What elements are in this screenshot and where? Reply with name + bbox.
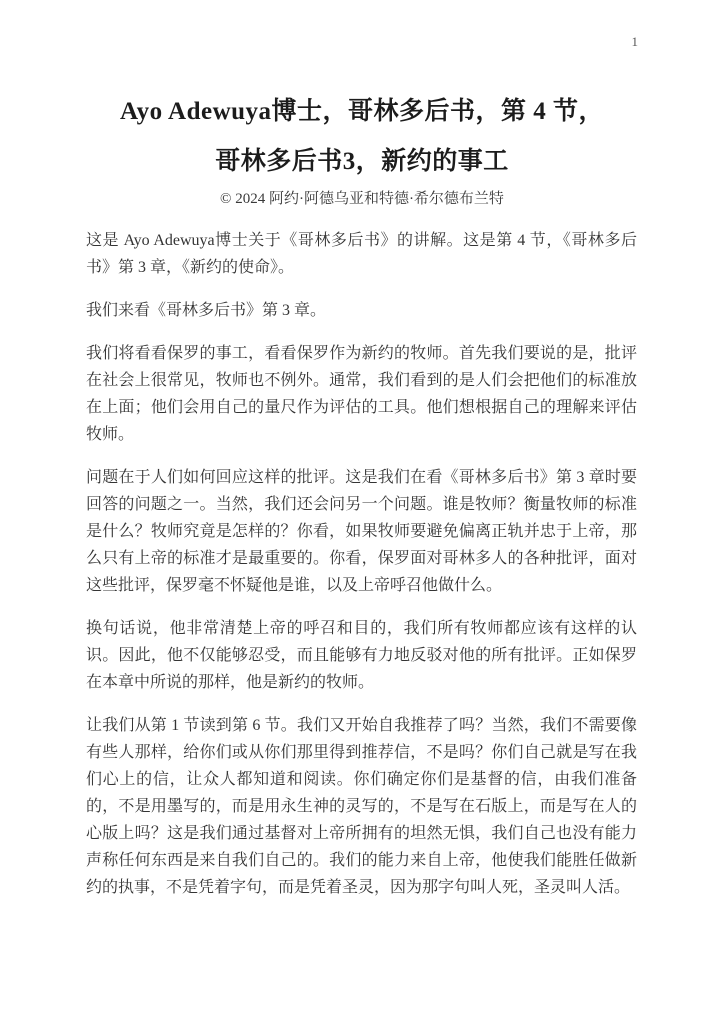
document-body	[0, 227, 724, 901]
paragraph-response: 问题在于人们如何回应这样的批评。这是我们在看《哥林多后书》第 3 章时要回答的问题之一。当然，我们还会问另一个问题。谁是牧师？衡量牧师的标准是什么？牧师究竟是怎样的？你看，如果牧师要避免偏离正轨并忠于上帝，那么只有上帝的标准才是最重要的。你看，保罗面对哥林多人的各种批评，面对这些批评，保罗毫不怀疑他是谁，以及上帝呼召他做什么。	[86, 469, 637, 594]
document-title	[0, 87, 724, 187]
paragraph-criticism: 我们将看看保罗的事工，看看保罗作为新约的牧师。首先我们要说的是，批评在社会上很常见，牧师也不例外。通常，我们看到的是人们会把他们的标准放在上面；他们会用自己的量尺作为评估的工具。他们想根据自己的理解来评估牧师。	[86, 345, 637, 443]
paragraph-scripture-reading: 让我们从第 1 节读到第 6 节。我们又开始自我推荐了吗？当然，我们不需要像有些人那样，给你们或从你们那里得到推荐信，不是吗？你们自己就是写在我们心上的信，让众人都知道和阅读。你们确定你们是基督的信，由我们准备的，不是用墨写的，而是用永生神的灵写的，不是写在石版上，而是写在人的心版上吗？这是我们通过基督对上帝所拥有的坦然无惧，我们自己也没有能力声称任何东西是来自我们自己的。我们的能力来自上帝，他使我们能胜任做新约的执事，不是凭着字句，而是凭着圣灵，因为那字句叫人死，圣灵叫人活。	[86, 717, 637, 896]
copyright-line: © 2024 阿约·阿德乌亚和特德·希尔德布兰特	[220, 191, 504, 207]
title-line-1: Ayo Adewuya博士，哥林多后书，第 4 节，	[119, 98, 605, 125]
paragraph-chapter-intro: 我们来看《哥林多后书》第 3 章。	[86, 302, 327, 319]
page-number: 1	[631, 34, 638, 49]
document-header	[0, 0, 724, 211]
title-line-2: 哥林多后书3，新约的事工	[215, 148, 509, 175]
paragraph-intro: 这是 Ayo Adewuya博士关于《哥林多后书》的讲解。这是第 4 节，《哥林多后书》第 3 章，《新约的使命》。	[86, 232, 637, 276]
paragraph-calling: 换句话说，他非常清楚上帝的呼召和目的，我们所有牧师都应该有这样的认识。因此，他不仅能够忍受，而且能够有力地反驳对他的所有批评。正如保罗在本章中所说的那样，他是新约的牧师。	[86, 620, 637, 691]
